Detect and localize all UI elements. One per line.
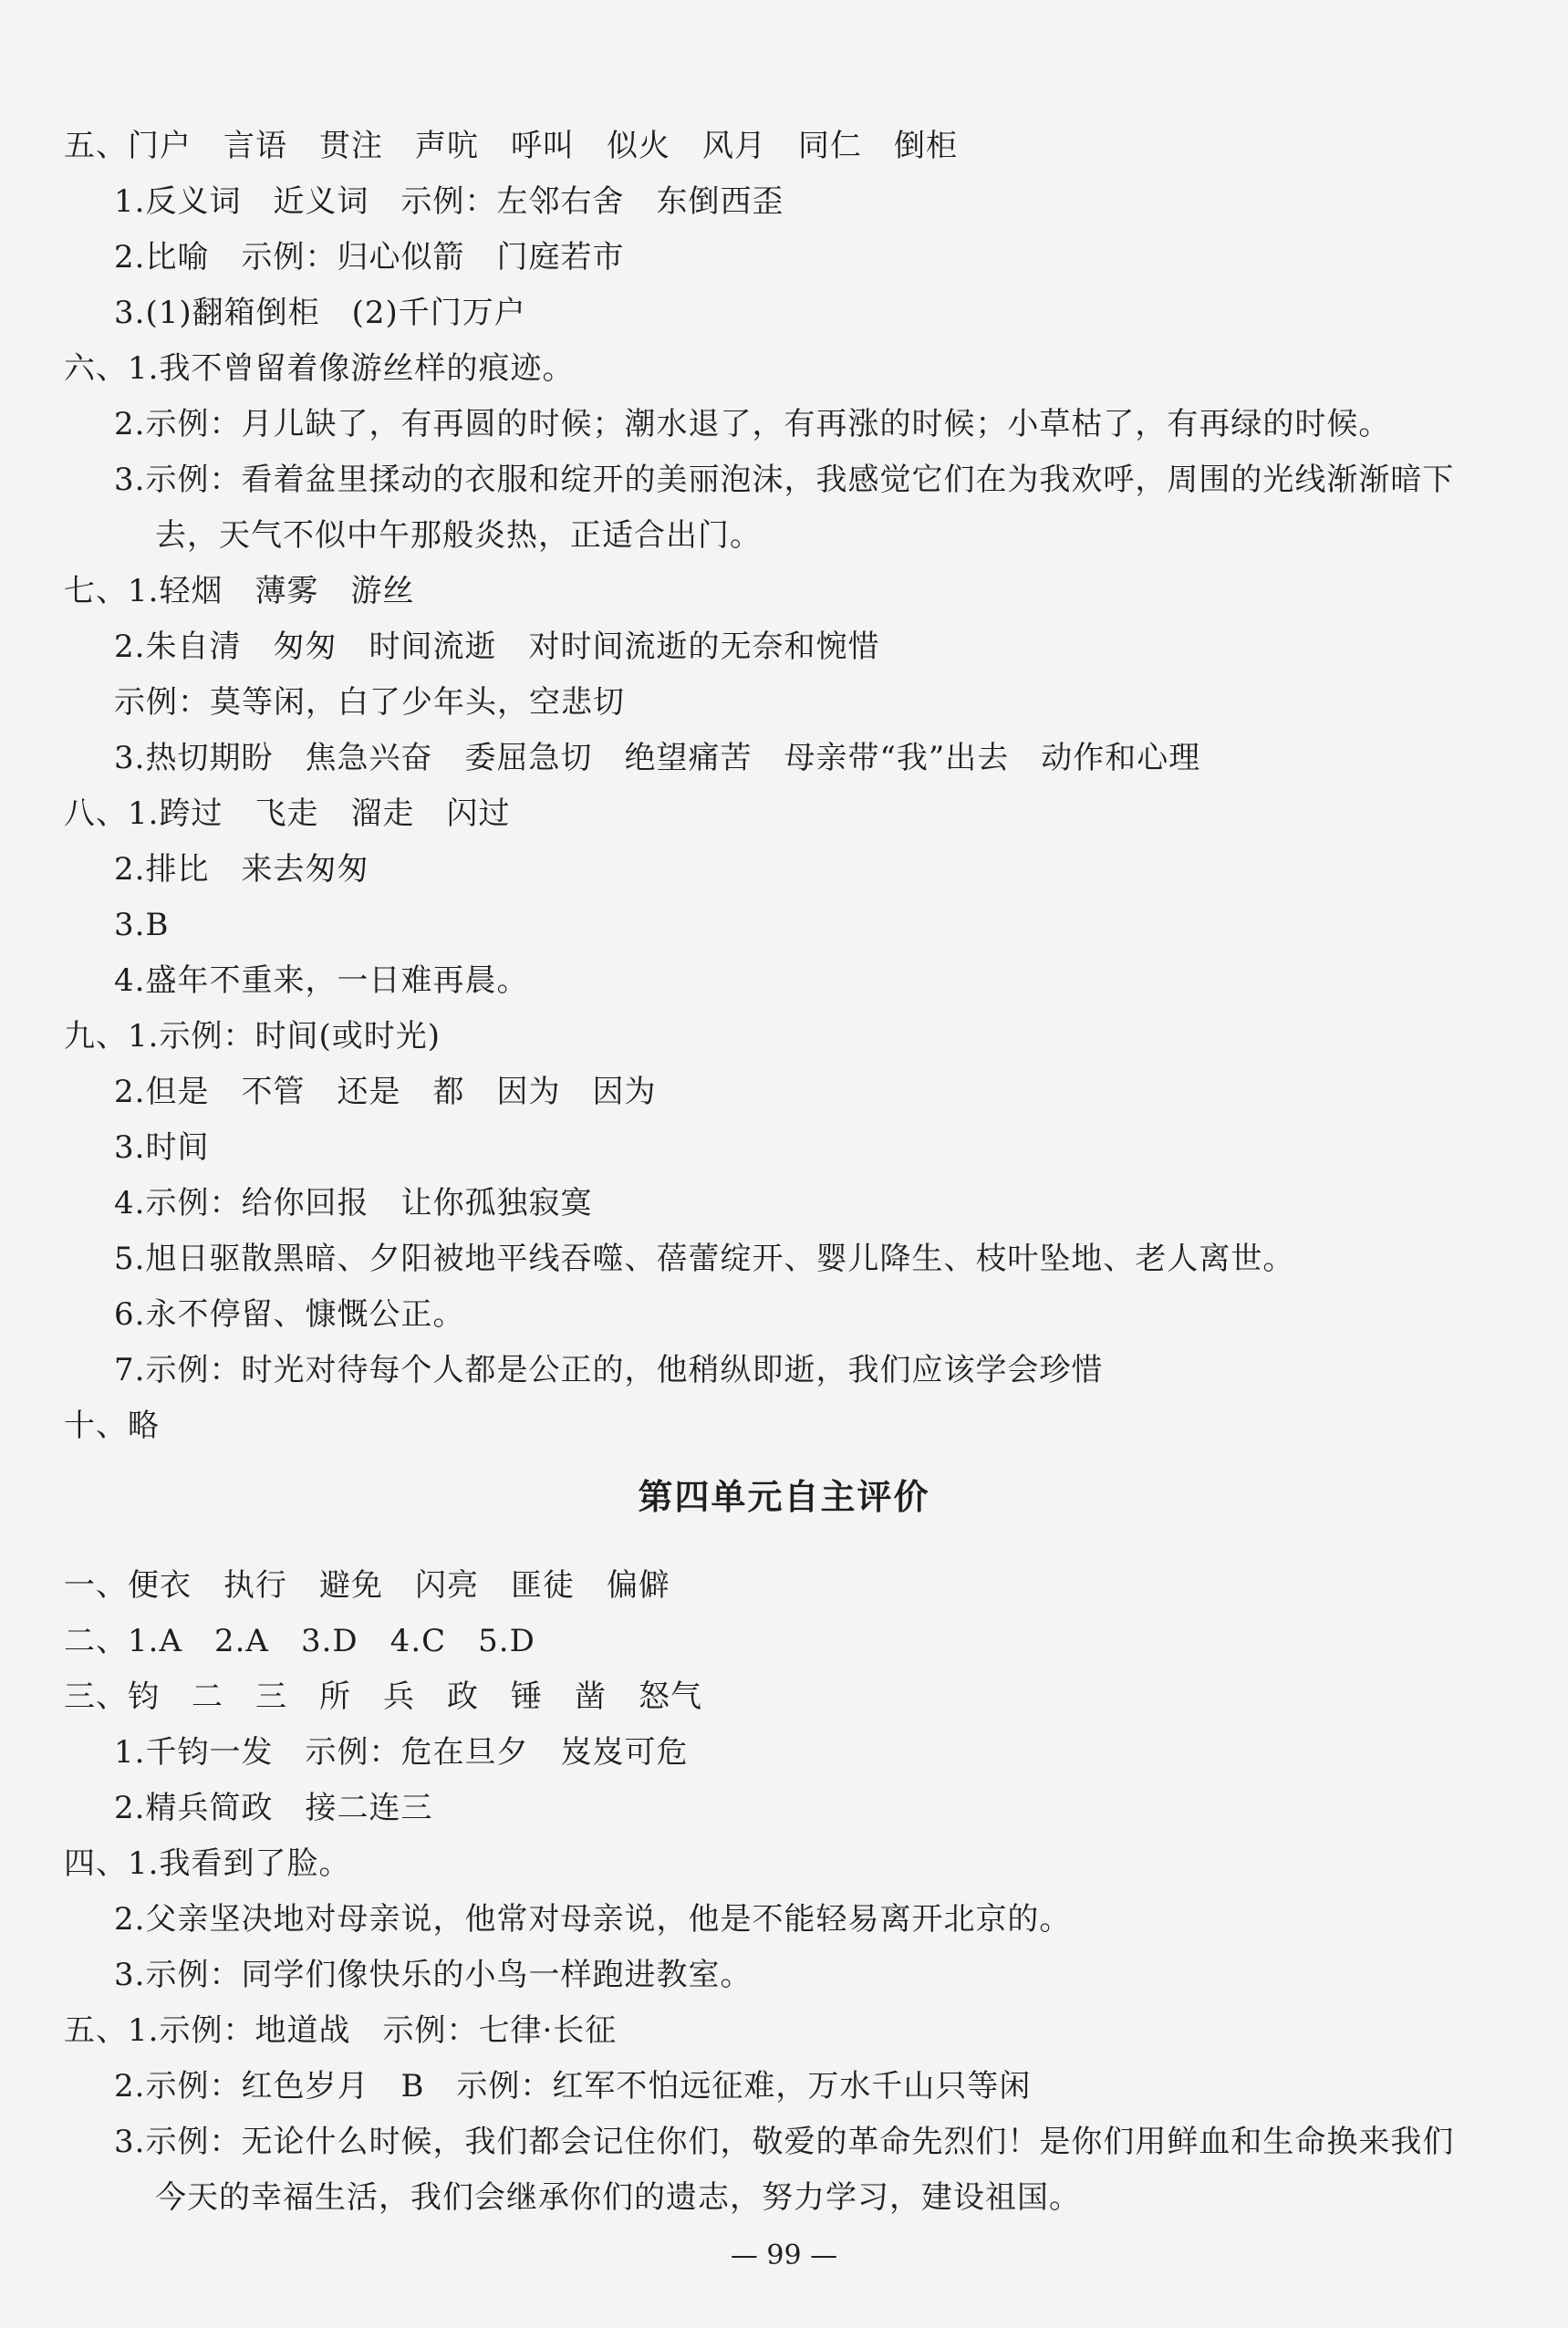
answer-line: 五、门户 言语 贯注 声吭 呼叫 似火 风月 同仁 倒柜 — [64, 128, 958, 164]
answer-line: 3.热切期盼 焦急兴奋 委屈急切 绝望痛苦 母亲带“我”出去 动作和心理 — [114, 740, 1201, 776]
answer-line: 八、1.跨过 飞走 溜走 闪过 — [64, 795, 511, 832]
answer-line: 2.示例：红色岁月 B 示例：红军不怕远征难，万水千山只等闲 — [114, 2068, 1032, 2105]
answer-line: 五、1.示例：地道战 示例：七律·长征 — [64, 2012, 618, 2049]
answer-line: 6.永不停留、慷慨公正。 — [114, 1296, 465, 1333]
answer-line: 一、便衣 执行 避免 闪亮 匪徒 偏僻 — [64, 1567, 670, 1604]
answer-line: 二、1.A 2.A 3.D 4.C 5.D — [64, 1623, 535, 1659]
answer-line: 四、1.我看到了脸。 — [64, 1845, 351, 1882]
answer-line: 去，天气不似中午那般炎热，正适合出门。 — [155, 517, 762, 554]
answer-line: 三、钧 二 三 所 兵 政 锤 凿 怒气 — [64, 1678, 702, 1715]
answer-line: 3.时间 — [114, 1129, 210, 1166]
answer-line: 7.示例：时光对待每个人都是公正的，他稍纵即逝，我们应该学会珍惜 — [114, 1352, 1104, 1388]
answer-line: 1.反义词 近义词 示例：左邻右舍 东倒西歪 — [114, 183, 784, 220]
answer-line: 七、1.轻烟 薄雾 游丝 — [64, 573, 415, 609]
answer-line: 3.示例：同学们像快乐的小鸟一样跑进教室。 — [114, 1957, 753, 1993]
answer-line: 2.示例：月儿缺了，有再圆的时候；潮水退了，有再涨的时候；小草枯了，有再绿的时候。 — [114, 406, 1391, 442]
answer-line: 2.比喻 示例：归心似箭 门庭若市 — [114, 239, 625, 275]
answer-line: 3.示例：无论什么时候，我们都会记住你们，敬爱的革命先烈们！是你们用鲜血和生命换来我们 — [114, 2124, 1455, 2160]
answer-line: 5.旭日驱散黑暗、夕阳被地平线吞噬、蓓蕾绽开、婴儿降生、枝叶坠地、老人离世。 — [114, 1241, 1295, 1277]
answer-line: 十、略 — [64, 1408, 160, 1444]
answer-line: 九、1.示例：时间(或时光) — [64, 1018, 441, 1055]
answer-line: 2.父亲坚决地对母亲说，他常对母亲说，他是不能轻易离开北京的。 — [114, 1901, 1072, 1938]
answer-line: 3.示例：看着盆里揉动的衣服和绽开的美丽泡沫，我感觉它们在为我欢呼，周围的光线渐渐暗下 — [114, 462, 1455, 498]
answer-line: 2.排比 来去匆匆 — [114, 851, 369, 888]
answer-line: 1.千钧一发 示例：危在旦夕 岌岌可危 — [114, 1734, 689, 1771]
answer-line: 今天的幸福生活，我们会继承你们的遗志，努力学习，建设祖国。 — [155, 2179, 1081, 2216]
answer-line: 4.示例：给你回报 让你孤独寂寞 — [114, 1185, 593, 1221]
section-title: 第四单元自主评价 — [638, 1477, 930, 1517]
answer-line: 2.但是 不管 还是 都 因为 因为 — [114, 1074, 657, 1110]
answer-line: 六、1.我不曾留着像游丝样的痕迹。 — [64, 350, 575, 387]
answer-line: 2.精兵简政 接二连三 — [114, 1790, 433, 1826]
answer-line: 示例：莫等闲，白了少年头，空悲切 — [114, 684, 625, 721]
answer-line: 3.(1)翻箱倒柜 (2)千门万户 — [114, 295, 526, 331]
answer-line: 2.朱自清 匆匆 时间流逝 对时间流逝的无奈和惋惜 — [114, 629, 880, 665]
page-number: — 99 — — [730, 2240, 838, 2271]
answer-line: 4.盛年不重来，一日难再晨。 — [114, 962, 529, 999]
answer-line: 3.B — [114, 907, 170, 943]
